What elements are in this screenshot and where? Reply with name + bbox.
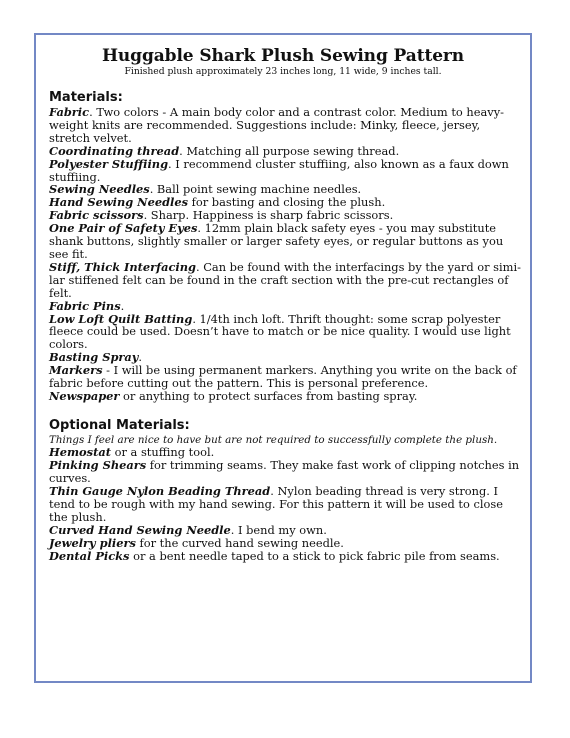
item-description: .	[120, 298, 125, 313]
item-description: . I recommend cluster stuffiing, also known as a faux down stuffiing.	[49, 156, 509, 184]
list-item	[49, 261, 521, 300]
list-item	[49, 313, 521, 352]
document-subtitle: Finished plush approximately 23 inches long, 11 wide, 9 inches tall.	[124, 66, 442, 77]
list-item	[49, 390, 521, 403]
item-name: Coordinating thread	[49, 143, 180, 158]
materials-list	[49, 106, 521, 403]
item-name: Newspaper	[49, 388, 120, 403]
list-item	[49, 364, 521, 390]
item-description: for trimming seams. They make fast work of clipping notches in curves.	[49, 458, 520, 486]
item-description: . Ball point sewing machine needles.	[149, 182, 362, 197]
item-name: Curved Hand Sewing Needle	[49, 522, 231, 537]
list-item	[49, 222, 521, 261]
optional-materials-list	[49, 446, 521, 562]
item-description: or a stuffing tool.	[110, 445, 215, 460]
document-body	[49, 90, 521, 563]
item-name: One Pair of Safety Eyes	[49, 221, 198, 236]
item-description: - I will be using permanent markers. Anything you write on the back of fabric before cutting out the pattern. This is personal preference.	[49, 363, 517, 391]
materials-heading: Materials:	[49, 90, 123, 105]
item-name: Low Loft Quilt Batting	[49, 311, 193, 326]
list-item	[49, 485, 521, 524]
item-name: Jewelry pliers	[49, 535, 136, 550]
item-name: Thin Gauge Nylon Beading Thread	[49, 484, 271, 499]
item-description: . Nylon beading thread is very strong. I tend to be rough with my hand sewing. For this pattern it will be used to close the plush.	[49, 484, 503, 524]
item-description: . 1/4th inch loft. Thrift thought: some scrap polyester fleece could be used. Doesn’t have to match or be nice quality. I would use light colors.	[49, 311, 511, 352]
item-name: Sewing Needles	[49, 182, 150, 197]
item-description: .	[138, 350, 143, 365]
item-description: . Can be found with the interfacings by the yard or simi-lar stiffened felt can be found in the craft section with the pre-cut rectangles of felt.	[49, 259, 521, 300]
item-description: . Sharp. Happiness is sharp fabric scissors.	[143, 208, 394, 223]
item-description: . Two colors - A main body color and a contrast color. Medium to heavy-weight knits are recommended. Suggestions include: Minky, fleece, jersey, stretch velvet.	[49, 105, 504, 145]
item-description: . I bend my own.	[230, 522, 327, 537]
item-name: Markers	[49, 363, 103, 378]
list-item	[49, 158, 521, 184]
list-item	[49, 106, 521, 145]
document-title: Huggable Shark Plush Sewing Pattern	[101, 46, 465, 66]
item-name: Hand Sewing Needles	[49, 195, 189, 210]
optional-materials-heading: Optional Materials:	[49, 417, 190, 433]
item-name: Fabric Pins	[49, 298, 121, 313]
item-description: for basting and closing the plush.	[188, 195, 386, 210]
item-description: . Matching all purpose sewing thread.	[179, 143, 400, 158]
item-name: Fabric scissors	[49, 208, 144, 223]
list-item	[49, 459, 521, 485]
item-description: or anything to protect surfaces from basting spray.	[119, 388, 418, 403]
list-item	[49, 550, 521, 563]
item-name: Fabric	[49, 105, 90, 119]
item-name: Pinking Shears	[49, 458, 147, 473]
item-name: Dental Picks	[49, 548, 130, 563]
item-name: Basting Spray	[49, 350, 139, 365]
item-name: Hemostat	[49, 445, 111, 460]
item-description: . 12mm plain black safety eyes - you may substitute shank buttons, slightly smaller or larger safety eyes, or regular buttons as you see fit.	[49, 221, 504, 261]
item-name: Polyester Stuffiing	[49, 156, 169, 171]
item-description: for the curved hand sewing needle.	[135, 535, 344, 550]
item-description: or a bent needle taped to a stick to pick fabric pile from seams.	[129, 548, 500, 563]
document-header	[36, 47, 530, 77]
optional-materials-intro: Things I feel are nice to have but are not required to successfully complete the plush.	[49, 433, 498, 446]
item-name: Stiff, Thick Interfacing	[49, 259, 196, 274]
